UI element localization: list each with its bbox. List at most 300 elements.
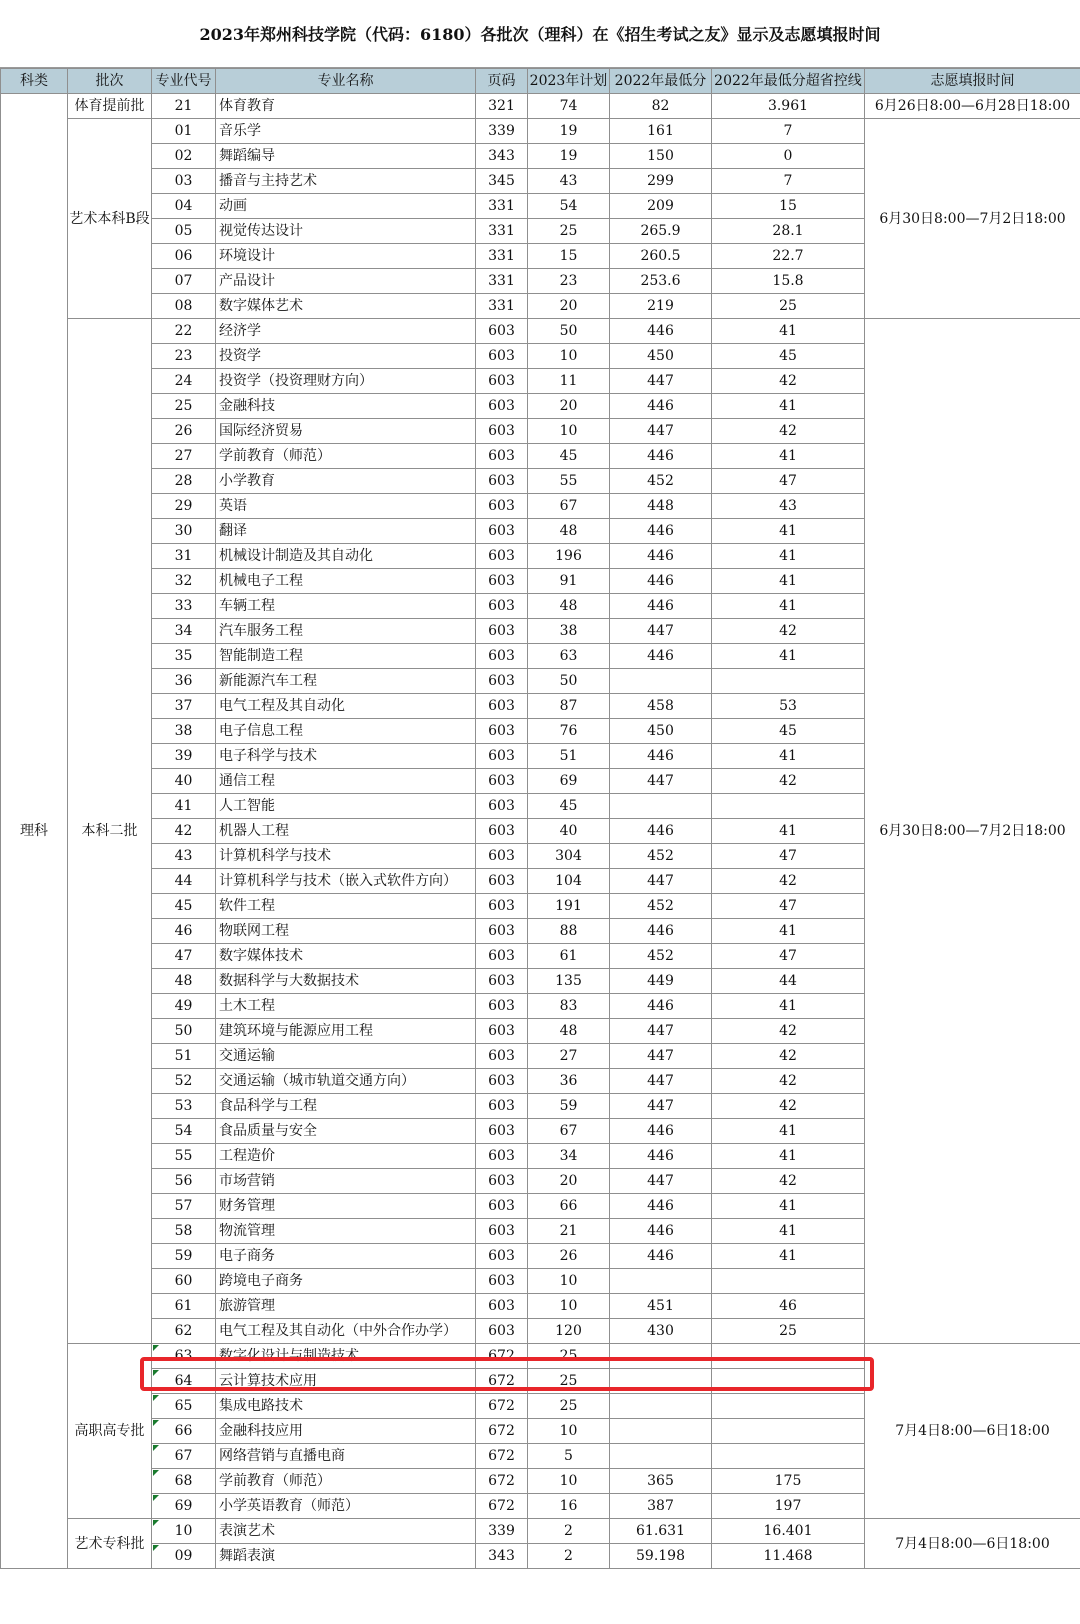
major-code-cell: 30	[152, 519, 216, 544]
page-number-cell: 603	[476, 794, 528, 819]
apply-time-cell: 7月4日8:00—6日18:00	[865, 1344, 1080, 1519]
over-line-2022-cell: 41	[712, 1194, 865, 1219]
major-code-cell: 43	[152, 844, 216, 869]
major-code-cell: 23	[152, 344, 216, 369]
plan-2023-cell: 59	[528, 1094, 610, 1119]
min-score-2022-cell: 447	[610, 1044, 712, 1069]
min-score-2022-cell: 451	[610, 1294, 712, 1319]
min-score-2022-cell: 446	[610, 1219, 712, 1244]
min-score-2022-cell: 446	[610, 1144, 712, 1169]
min-score-2022-cell: 452	[610, 844, 712, 869]
plan-2023-cell: 25	[528, 219, 610, 244]
over-line-2022-cell: 41	[712, 444, 865, 469]
page-number-cell: 603	[476, 694, 528, 719]
major-code-cell: 44	[152, 869, 216, 894]
plan-2023-cell: 40	[528, 819, 610, 844]
major-code-cell: 29	[152, 494, 216, 519]
plan-2023-cell: 54	[528, 194, 610, 219]
min-score-2022-cell: 446	[610, 1119, 712, 1144]
major-code-cell: 49	[152, 994, 216, 1019]
major-code-cell: 21	[152, 94, 216, 119]
major-code-cell: 27	[152, 444, 216, 469]
page-number-cell: 603	[476, 344, 528, 369]
major-code-cell: 38	[152, 719, 216, 744]
over-line-2022-cell: 44	[712, 969, 865, 994]
over-line-2022-cell: 42	[712, 419, 865, 444]
over-line-2022-cell: 41	[712, 919, 865, 944]
min-score-2022-cell: 446	[610, 569, 712, 594]
over-line-2022-cell: 42	[712, 1044, 865, 1069]
major-code-cell: 08	[152, 294, 216, 319]
page-number-cell: 603	[476, 394, 528, 419]
major-name-cell: 财务管理	[216, 1194, 476, 1219]
major-name-cell: 集成电路技术	[216, 1394, 476, 1419]
major-code-cell: 09	[152, 1544, 216, 1569]
page-number-cell: 603	[476, 1244, 528, 1269]
min-score-2022-cell: 450	[610, 719, 712, 744]
header-cell: 专业名称	[216, 69, 476, 94]
page-number-cell: 672	[476, 1419, 528, 1444]
plan-2023-cell: 5	[528, 1444, 610, 1469]
major-code-cell: 40	[152, 769, 216, 794]
over-line-2022-cell: 42	[712, 1169, 865, 1194]
plan-2023-cell: 16	[528, 1494, 610, 1519]
major-code-cell: 51	[152, 1044, 216, 1069]
over-line-2022-cell	[712, 669, 865, 694]
header-cell: 科类	[1, 69, 68, 94]
major-name-cell: 电子科学与技术	[216, 744, 476, 769]
apply-time-cell: 7月4日8:00—6日18:00	[865, 1519, 1080, 1569]
major-code-cell: 35	[152, 644, 216, 669]
plan-2023-cell: 88	[528, 919, 610, 944]
batch-cell: 高职高专批	[68, 1344, 152, 1519]
plan-2023-cell: 25	[528, 1394, 610, 1419]
min-score-2022-cell: 452	[610, 469, 712, 494]
over-line-2022-cell: 42	[712, 1094, 865, 1119]
major-name-cell: 土木工程	[216, 994, 476, 1019]
major-name-cell: 翻译	[216, 519, 476, 544]
plan-2023-cell: 69	[528, 769, 610, 794]
min-score-2022-cell: 446	[610, 594, 712, 619]
major-name-cell: 新能源汽车工程	[216, 669, 476, 694]
over-line-2022-cell: 41	[712, 519, 865, 544]
page-number-cell: 603	[476, 769, 528, 794]
batch-cell: 艺术本科B段	[68, 119, 152, 319]
major-code-cell: 22	[152, 319, 216, 344]
min-score-2022-cell: 253.6	[610, 269, 712, 294]
major-name-cell: 金融科技应用	[216, 1419, 476, 1444]
over-line-2022-cell: 15.8	[712, 269, 865, 294]
major-name-cell: 数字媒体艺术	[216, 294, 476, 319]
over-line-2022-cell: 15	[712, 194, 865, 219]
major-code-cell: 31	[152, 544, 216, 569]
page-number-cell: 672	[476, 1344, 528, 1369]
min-score-2022-cell: 446	[610, 444, 712, 469]
over-line-2022-cell: 16.401	[712, 1519, 865, 1544]
page-number-cell: 603	[476, 944, 528, 969]
major-code-cell: 02	[152, 144, 216, 169]
plan-2023-cell: 11	[528, 369, 610, 394]
min-score-2022-cell: 449	[610, 969, 712, 994]
major-name-cell: 播音与主持艺术	[216, 169, 476, 194]
major-name-cell: 舞蹈编导	[216, 144, 476, 169]
min-score-2022-cell: 209	[610, 194, 712, 219]
major-name-cell: 通信工程	[216, 769, 476, 794]
page-number-cell: 343	[476, 144, 528, 169]
plan-2023-cell: 63	[528, 644, 610, 669]
min-score-2022-cell: 446	[610, 394, 712, 419]
major-code-cell: 39	[152, 744, 216, 769]
page-number-cell: 331	[476, 269, 528, 294]
page-number-cell: 603	[476, 494, 528, 519]
min-score-2022-cell: 265.9	[610, 219, 712, 244]
major-code-cell: 24	[152, 369, 216, 394]
min-score-2022-cell: 61.631	[610, 1519, 712, 1544]
major-name-cell: 学前教育（师范）	[216, 444, 476, 469]
major-code-cell: 48	[152, 969, 216, 994]
cell-note-marker	[153, 1395, 159, 1401]
page-number-cell: 331	[476, 194, 528, 219]
min-score-2022-cell: 450	[610, 344, 712, 369]
major-name-cell: 车辆工程	[216, 594, 476, 619]
plan-2023-cell: 19	[528, 144, 610, 169]
major-code-cell: 59	[152, 1244, 216, 1269]
major-name-cell: 学前教育（师范）	[216, 1469, 476, 1494]
over-line-2022-cell: 28.1	[712, 219, 865, 244]
over-line-2022-cell: 41	[712, 1144, 865, 1169]
min-score-2022-cell: 447	[610, 869, 712, 894]
plan-2023-cell: 48	[528, 594, 610, 619]
major-name-cell: 食品科学与工程	[216, 1094, 476, 1119]
major-name-cell: 人工智能	[216, 794, 476, 819]
major-code-cell: 68	[152, 1469, 216, 1494]
min-score-2022-cell: 447	[610, 1069, 712, 1094]
page-number-cell: 603	[476, 819, 528, 844]
major-code-cell: 07	[152, 269, 216, 294]
over-line-2022-cell	[712, 794, 865, 819]
plan-2023-cell: 2	[528, 1519, 610, 1544]
major-code-cell: 01	[152, 119, 216, 144]
plan-2023-cell: 191	[528, 894, 610, 919]
major-name-cell: 网络营销与直播电商	[216, 1444, 476, 1469]
page-number-cell: 603	[476, 744, 528, 769]
min-score-2022-cell	[610, 669, 712, 694]
plan-2023-cell: 38	[528, 619, 610, 644]
major-code-cell: 04	[152, 194, 216, 219]
over-line-2022-cell: 41	[712, 1119, 865, 1144]
over-line-2022-cell: 41	[712, 394, 865, 419]
major-name-cell: 工程造价	[216, 1144, 476, 1169]
over-line-2022-cell	[712, 1269, 865, 1294]
plan-2023-cell: 50	[528, 319, 610, 344]
plan-2023-cell: 50	[528, 669, 610, 694]
over-line-2022-cell	[712, 1419, 865, 1444]
over-line-2022-cell: 41	[712, 569, 865, 594]
major-code-cell: 41	[152, 794, 216, 819]
min-score-2022-cell: 447	[610, 419, 712, 444]
table-row	[1, 119, 1080, 144]
batch-cell: 本科二批	[68, 319, 152, 1344]
plan-2023-cell: 2	[528, 1544, 610, 1569]
plan-2023-cell: 25	[528, 1344, 610, 1369]
min-score-2022-cell: 447	[610, 1019, 712, 1044]
min-score-2022-cell: 365	[610, 1469, 712, 1494]
over-line-2022-cell	[712, 1444, 865, 1469]
apply-time-cell: 6月30日8:00—7月2日18:00	[865, 319, 1080, 1344]
over-line-2022-cell: 46	[712, 1294, 865, 1319]
plan-2023-cell: 135	[528, 969, 610, 994]
min-score-2022-cell: 82	[610, 94, 712, 119]
major-name-cell: 音乐学	[216, 119, 476, 144]
page-number-cell: 603	[476, 844, 528, 869]
header-cell: 2022年最低分超省控线	[712, 69, 865, 94]
min-score-2022-cell: 446	[610, 1194, 712, 1219]
major-name-cell: 投资学	[216, 344, 476, 369]
over-line-2022-cell: 3.961	[712, 94, 865, 119]
major-name-cell: 机械设计制造及其自动化	[216, 544, 476, 569]
major-name-cell: 电气工程及其自动化（中外合作办学）	[216, 1319, 476, 1344]
major-code-cell: 65	[152, 1394, 216, 1419]
min-score-2022-cell: 387	[610, 1494, 712, 1519]
min-score-2022-cell: 150	[610, 144, 712, 169]
page-number-cell: 672	[476, 1444, 528, 1469]
over-line-2022-cell: 41	[712, 544, 865, 569]
page-number-cell: 672	[476, 1469, 528, 1494]
min-score-2022-cell: 161	[610, 119, 712, 144]
major-name-cell: 计算机科学与技术	[216, 844, 476, 869]
major-code-cell: 33	[152, 594, 216, 619]
major-name-cell: 智能制造工程	[216, 644, 476, 669]
table-row	[1, 94, 1080, 119]
cell-note-marker	[153, 1520, 159, 1526]
min-score-2022-cell: 446	[610, 919, 712, 944]
major-name-cell: 国际经济贸易	[216, 419, 476, 444]
cell-note-marker	[153, 1495, 159, 1501]
major-name-cell: 跨境电子商务	[216, 1269, 476, 1294]
page-number-cell: 603	[476, 594, 528, 619]
plan-2023-cell: 36	[528, 1069, 610, 1094]
major-name-cell: 建筑环境与能源应用工程	[216, 1019, 476, 1044]
table-row	[1, 1344, 1080, 1369]
plan-2023-cell: 15	[528, 244, 610, 269]
over-line-2022-cell: 42	[712, 1069, 865, 1094]
over-line-2022-cell: 41	[712, 319, 865, 344]
min-score-2022-cell	[610, 794, 712, 819]
plan-2023-cell: 91	[528, 569, 610, 594]
page-number-cell: 603	[476, 519, 528, 544]
major-name-cell: 物联网工程	[216, 919, 476, 944]
over-line-2022-cell: 25	[712, 294, 865, 319]
over-line-2022-cell: 175	[712, 1469, 865, 1494]
over-line-2022-cell: 41	[712, 819, 865, 844]
page-number-cell: 603	[476, 569, 528, 594]
major-name-cell: 旅游管理	[216, 1294, 476, 1319]
page-number-cell: 603	[476, 869, 528, 894]
page-number-cell: 603	[476, 1119, 528, 1144]
batch-cell: 艺术专科批	[68, 1519, 152, 1569]
plan-2023-cell: 26	[528, 1244, 610, 1269]
plan-2023-cell: 10	[528, 419, 610, 444]
over-line-2022-cell: 0	[712, 144, 865, 169]
major-name-cell: 软件工程	[216, 894, 476, 919]
plan-2023-cell: 48	[528, 519, 610, 544]
major-name-cell: 电子商务	[216, 1244, 476, 1269]
header-cell: 志愿填报时间	[865, 69, 1080, 94]
plan-2023-cell: 45	[528, 444, 610, 469]
cell-note-marker	[153, 1470, 159, 1476]
page-number-cell: 603	[476, 1194, 528, 1219]
min-score-2022-cell: 447	[610, 1094, 712, 1119]
plan-2023-cell: 55	[528, 469, 610, 494]
major-code-cell: 32	[152, 569, 216, 594]
over-line-2022-cell	[712, 1369, 865, 1394]
over-line-2022-cell: 45	[712, 344, 865, 369]
plan-2023-cell: 67	[528, 494, 610, 519]
major-name-cell: 云计算技术应用	[216, 1369, 476, 1394]
page-number-cell: 603	[476, 1319, 528, 1344]
major-name-cell: 体育教育	[216, 94, 476, 119]
major-code-cell: 37	[152, 694, 216, 719]
over-line-2022-cell: 41	[712, 1244, 865, 1269]
major-name-cell: 机器人工程	[216, 819, 476, 844]
page-number-cell: 345	[476, 169, 528, 194]
plan-2023-cell: 10	[528, 1269, 610, 1294]
cell-note-marker	[153, 1420, 159, 1426]
plan-2023-cell: 66	[528, 1194, 610, 1219]
over-line-2022-cell: 42	[712, 369, 865, 394]
min-score-2022-cell: 446	[610, 319, 712, 344]
major-name-cell: 汽车服务工程	[216, 619, 476, 644]
over-line-2022-cell: 43	[712, 494, 865, 519]
major-name-cell: 经济学	[216, 319, 476, 344]
plan-2023-cell: 67	[528, 1119, 610, 1144]
over-line-2022-cell: 42	[712, 1019, 865, 1044]
min-score-2022-cell: 260.5	[610, 244, 712, 269]
major-name-cell: 数据科学与大数据技术	[216, 969, 476, 994]
plan-2023-cell: 120	[528, 1319, 610, 1344]
major-name-cell: 交通运输	[216, 1044, 476, 1069]
major-name-cell: 数字化设计与制造技术	[216, 1344, 476, 1369]
admission-table	[0, 68, 1080, 1569]
over-line-2022-cell: 42	[712, 619, 865, 644]
major-name-cell: 数字媒体技术	[216, 944, 476, 969]
page-number-cell: 603	[476, 369, 528, 394]
major-code-cell: 46	[152, 919, 216, 944]
page-number-cell: 321	[476, 94, 528, 119]
page-number-cell: 603	[476, 1219, 528, 1244]
plan-2023-cell: 87	[528, 694, 610, 719]
page-number-cell: 343	[476, 1544, 528, 1569]
plan-2023-cell: 74	[528, 94, 610, 119]
min-score-2022-cell: 446	[610, 1244, 712, 1269]
page-title: 2023年郑州科技学院（代码：6180）各批次（理科）在《招生考试之友》显示及志愿填报时间	[0, 0, 1080, 68]
page-number-cell: 603	[476, 419, 528, 444]
major-code-cell: 63	[152, 1344, 216, 1369]
major-name-cell: 表演艺术	[216, 1519, 476, 1544]
plan-2023-cell: 196	[528, 544, 610, 569]
plan-2023-cell: 27	[528, 1044, 610, 1069]
min-score-2022-cell: 458	[610, 694, 712, 719]
over-line-2022-cell: 11.468	[712, 1544, 865, 1569]
major-name-cell: 小学教育	[216, 469, 476, 494]
min-score-2022-cell: 446	[610, 644, 712, 669]
page-number-cell: 339	[476, 1519, 528, 1544]
page-number-cell: 672	[476, 1394, 528, 1419]
major-code-cell: 67	[152, 1444, 216, 1469]
major-name-cell: 电子信息工程	[216, 719, 476, 744]
page-number-cell: 603	[476, 1094, 528, 1119]
min-score-2022-cell: 219	[610, 294, 712, 319]
major-code-cell: 45	[152, 894, 216, 919]
min-score-2022-cell: 447	[610, 1169, 712, 1194]
min-score-2022-cell: 447	[610, 369, 712, 394]
major-code-cell: 54	[152, 1119, 216, 1144]
plan-2023-cell: 20	[528, 1169, 610, 1194]
min-score-2022-cell: 446	[610, 519, 712, 544]
min-score-2022-cell: 452	[610, 944, 712, 969]
header-cell: 批次	[68, 69, 152, 94]
major-code-cell: 58	[152, 1219, 216, 1244]
plan-2023-cell: 25	[528, 1369, 610, 1394]
min-score-2022-cell	[610, 1344, 712, 1369]
major-code-cell: 64	[152, 1369, 216, 1394]
min-score-2022-cell: 446	[610, 744, 712, 769]
major-name-cell: 电气工程及其自动化	[216, 694, 476, 719]
plan-2023-cell: 61	[528, 944, 610, 969]
major-name-cell: 物流管理	[216, 1219, 476, 1244]
plan-2023-cell: 43	[528, 169, 610, 194]
plan-2023-cell: 45	[528, 794, 610, 819]
page-number-cell: 672	[476, 1369, 528, 1394]
over-line-2022-cell: 47	[712, 469, 865, 494]
major-name-cell: 机械电子工程	[216, 569, 476, 594]
over-line-2022-cell: 7	[712, 169, 865, 194]
major-code-cell: 61	[152, 1294, 216, 1319]
plan-2023-cell: 10	[528, 344, 610, 369]
major-name-cell: 舞蹈表演	[216, 1544, 476, 1569]
page-number-cell: 603	[476, 1294, 528, 1319]
major-code-cell: 62	[152, 1319, 216, 1344]
over-line-2022-cell: 197	[712, 1494, 865, 1519]
plan-2023-cell: 20	[528, 294, 610, 319]
min-score-2022-cell: 299	[610, 169, 712, 194]
major-code-cell: 36	[152, 669, 216, 694]
header-row	[1, 69, 1080, 94]
page-number-cell: 672	[476, 1494, 528, 1519]
min-score-2022-cell	[610, 1369, 712, 1394]
min-score-2022-cell: 446	[610, 819, 712, 844]
batch-cell: 体育提前批	[68, 94, 152, 119]
major-code-cell: 42	[152, 819, 216, 844]
major-name-cell: 投资学（投资理财方向）	[216, 369, 476, 394]
over-line-2022-cell: 41	[712, 594, 865, 619]
major-name-cell: 动画	[216, 194, 476, 219]
page-number-cell: 331	[476, 219, 528, 244]
min-score-2022-cell: 446	[610, 994, 712, 1019]
major-name-cell: 计算机科学与技术（嵌入式软件方向）	[216, 869, 476, 894]
min-score-2022-cell	[610, 1419, 712, 1444]
major-code-cell: 57	[152, 1194, 216, 1219]
plan-2023-cell: 10	[528, 1294, 610, 1319]
min-score-2022-cell: 446	[610, 544, 712, 569]
major-name-cell: 市场营销	[216, 1169, 476, 1194]
page-number-cell: 603	[476, 319, 528, 344]
apply-time-cell: 6月26日8:00—6月28日18:00	[865, 94, 1080, 119]
page-number-cell: 603	[476, 444, 528, 469]
major-code-cell: 60	[152, 1269, 216, 1294]
plan-2023-cell: 23	[528, 269, 610, 294]
header-cell: 页码	[476, 69, 528, 94]
